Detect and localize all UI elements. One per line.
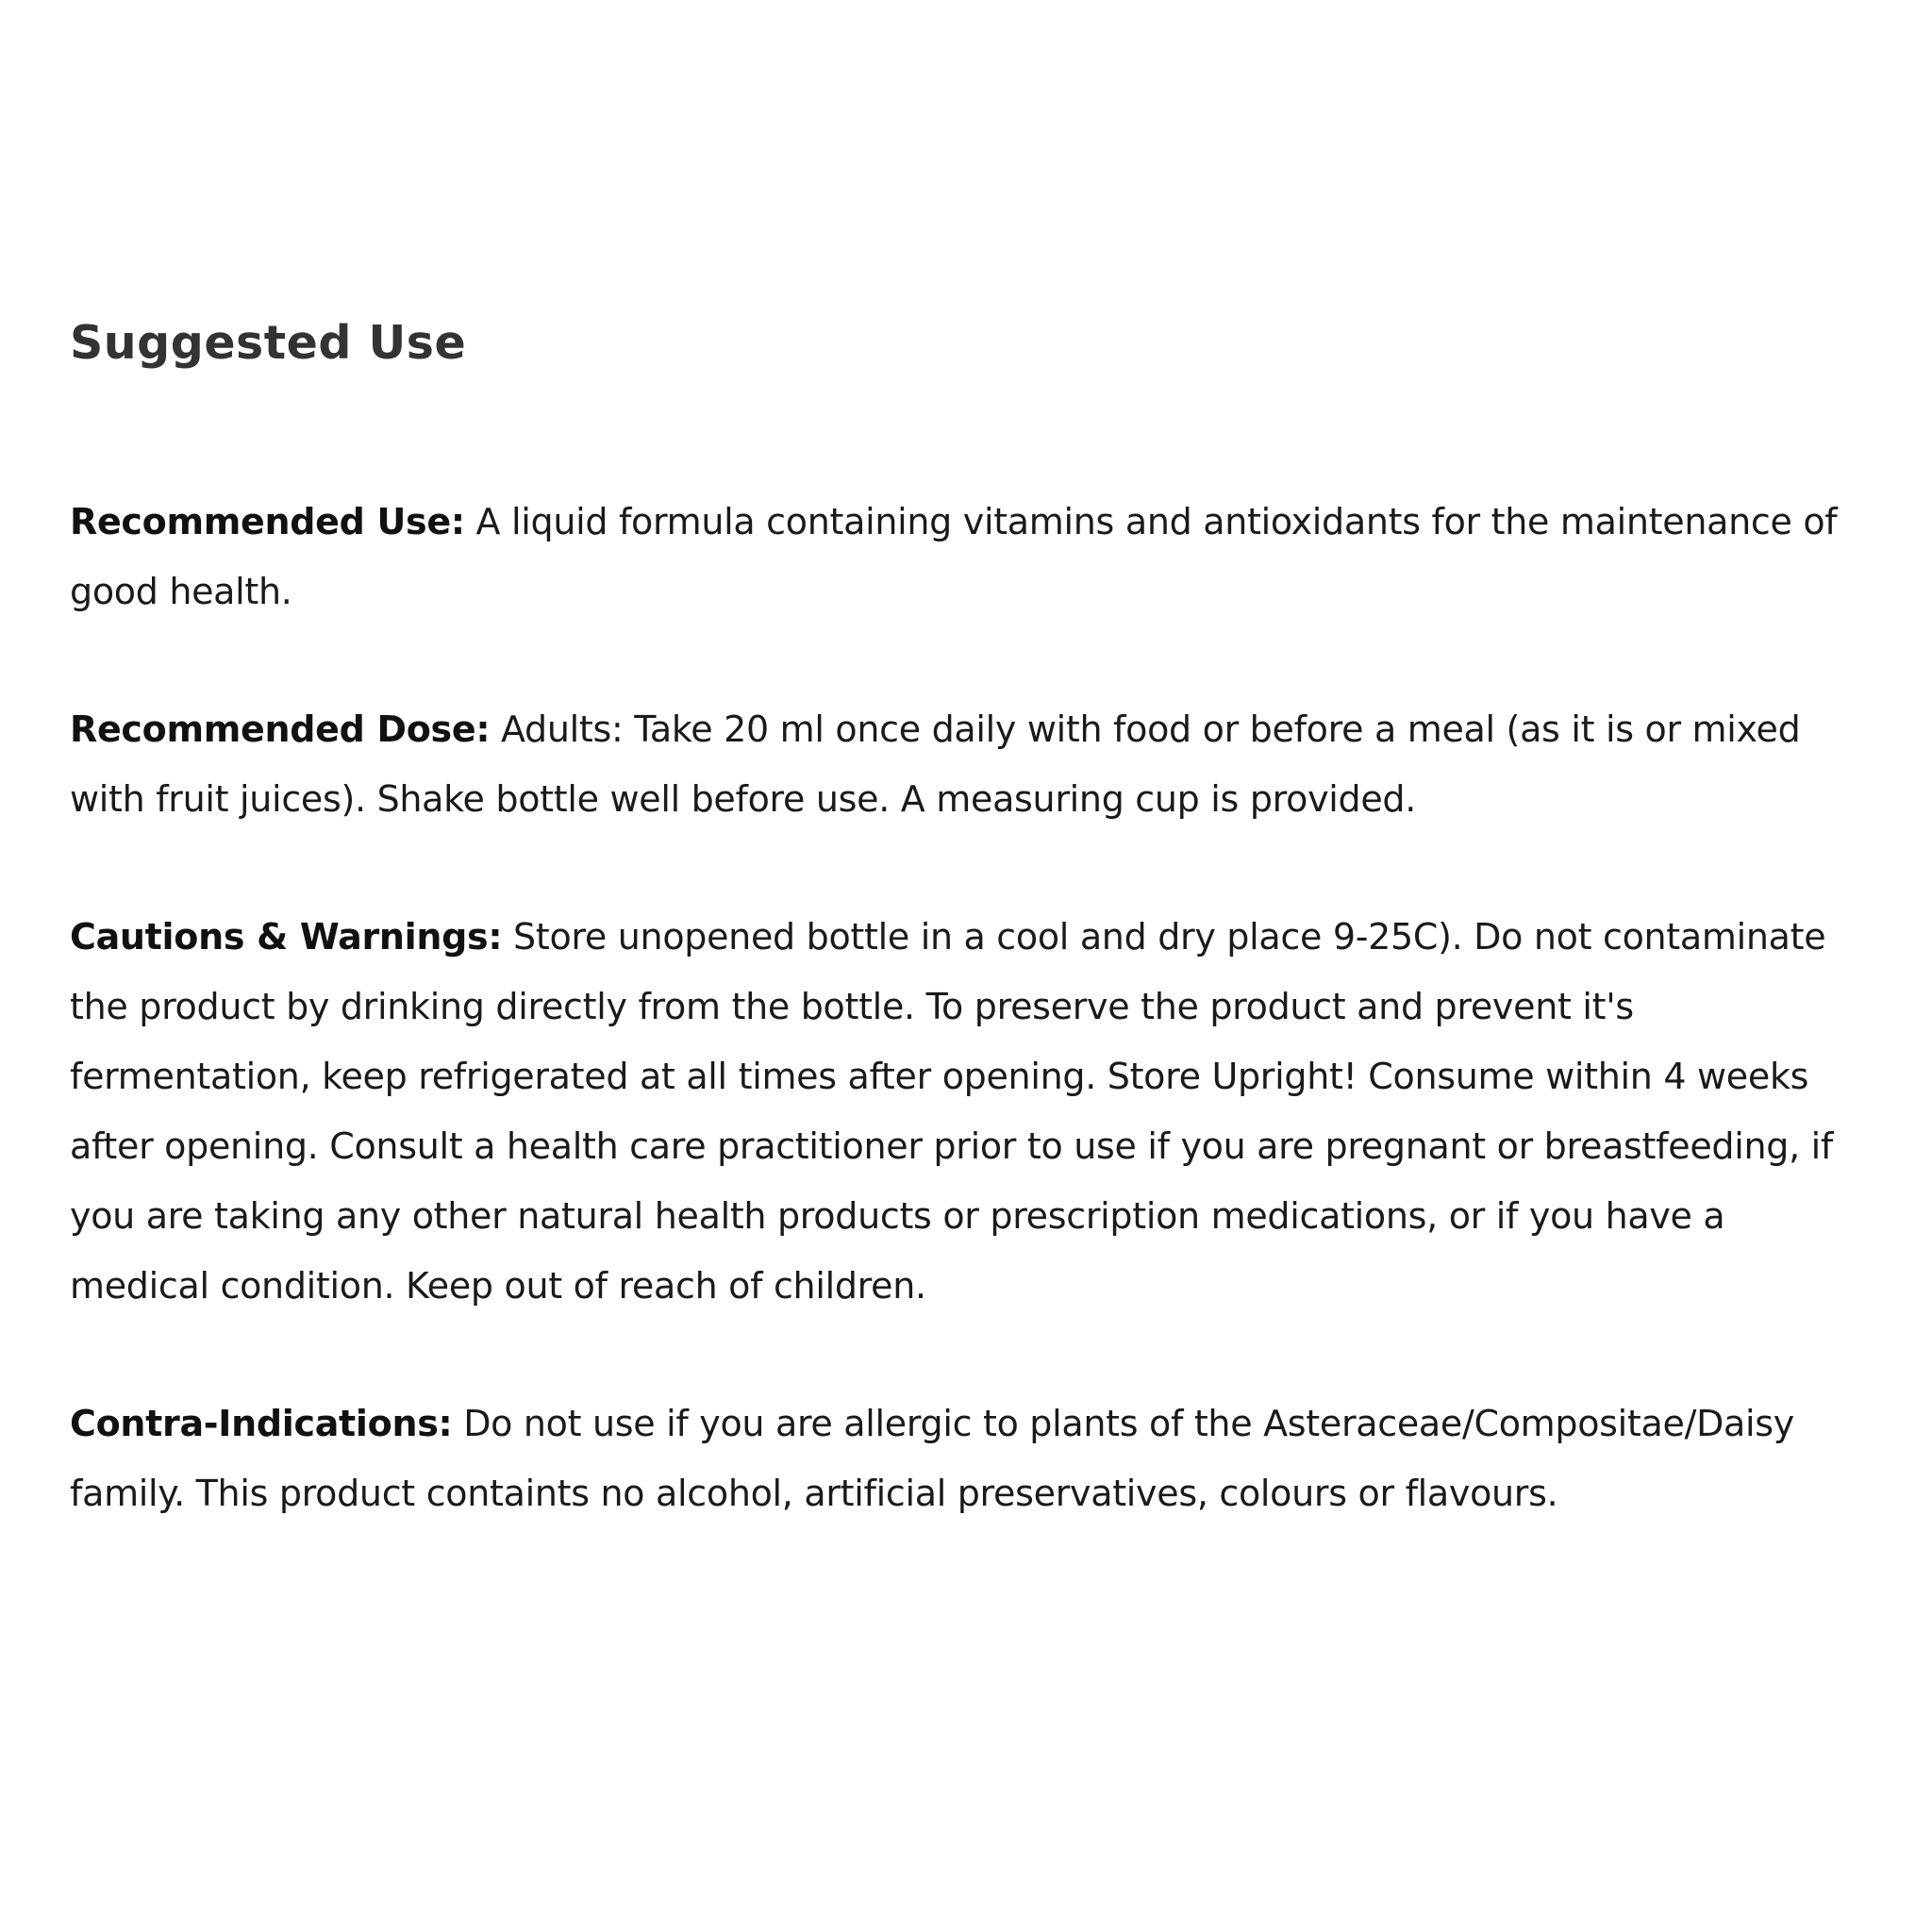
suggested-use-section (70, 316, 1862, 1528)
recommended-dose-paragraph (70, 694, 1862, 834)
recommended-use-paragraph (70, 487, 1862, 626)
cautions-warnings-label: Cautions & Warnings: (70, 915, 503, 958)
recommended-use-label: Recommended Use: (70, 500, 465, 542)
contra-indications-text: Do not use if you are allergic to plants of the Asteraceae/Compositae/Daisy family. This product containts no alcohol, artificial preservatives, colours or flavours. (70, 1402, 1794, 1514)
cautions-warnings-paragraph (70, 902, 1862, 1321)
recommended-use-text: A liquid formula containing vitamins and antioxidants for the maintenance of good health. (70, 500, 1838, 612)
section-title: Suggested Use (70, 316, 467, 370)
contra-indications-paragraph (70, 1389, 1862, 1528)
cautions-warnings-text: Store unopened bottle in a cool and dry place 9-25C). Do not contaminate the product by drinking directly from the bottle. To preserve the product and prevent it's fermentation, keep refrigerated at all times after opening. Store Upright! Consume within 4 weeks after opening. Consult a health care practitioner prior to use if you are pregnant or breastfeeding, if you are taking any other natural health products or prescription medications, or if you have a medical condition. Keep out of reach of children. (70, 915, 1833, 1307)
contra-indications-label: Contra-Indications: (70, 1402, 453, 1444)
recommended-dose-label: Recommended Dose: (70, 708, 491, 750)
recommended-dose-text: Adults: Take 20 ml once daily with food or before a meal (as it is or mixed with fruit juices). Shake bottle well before use. A measuring cup is provided. (70, 708, 1801, 820)
